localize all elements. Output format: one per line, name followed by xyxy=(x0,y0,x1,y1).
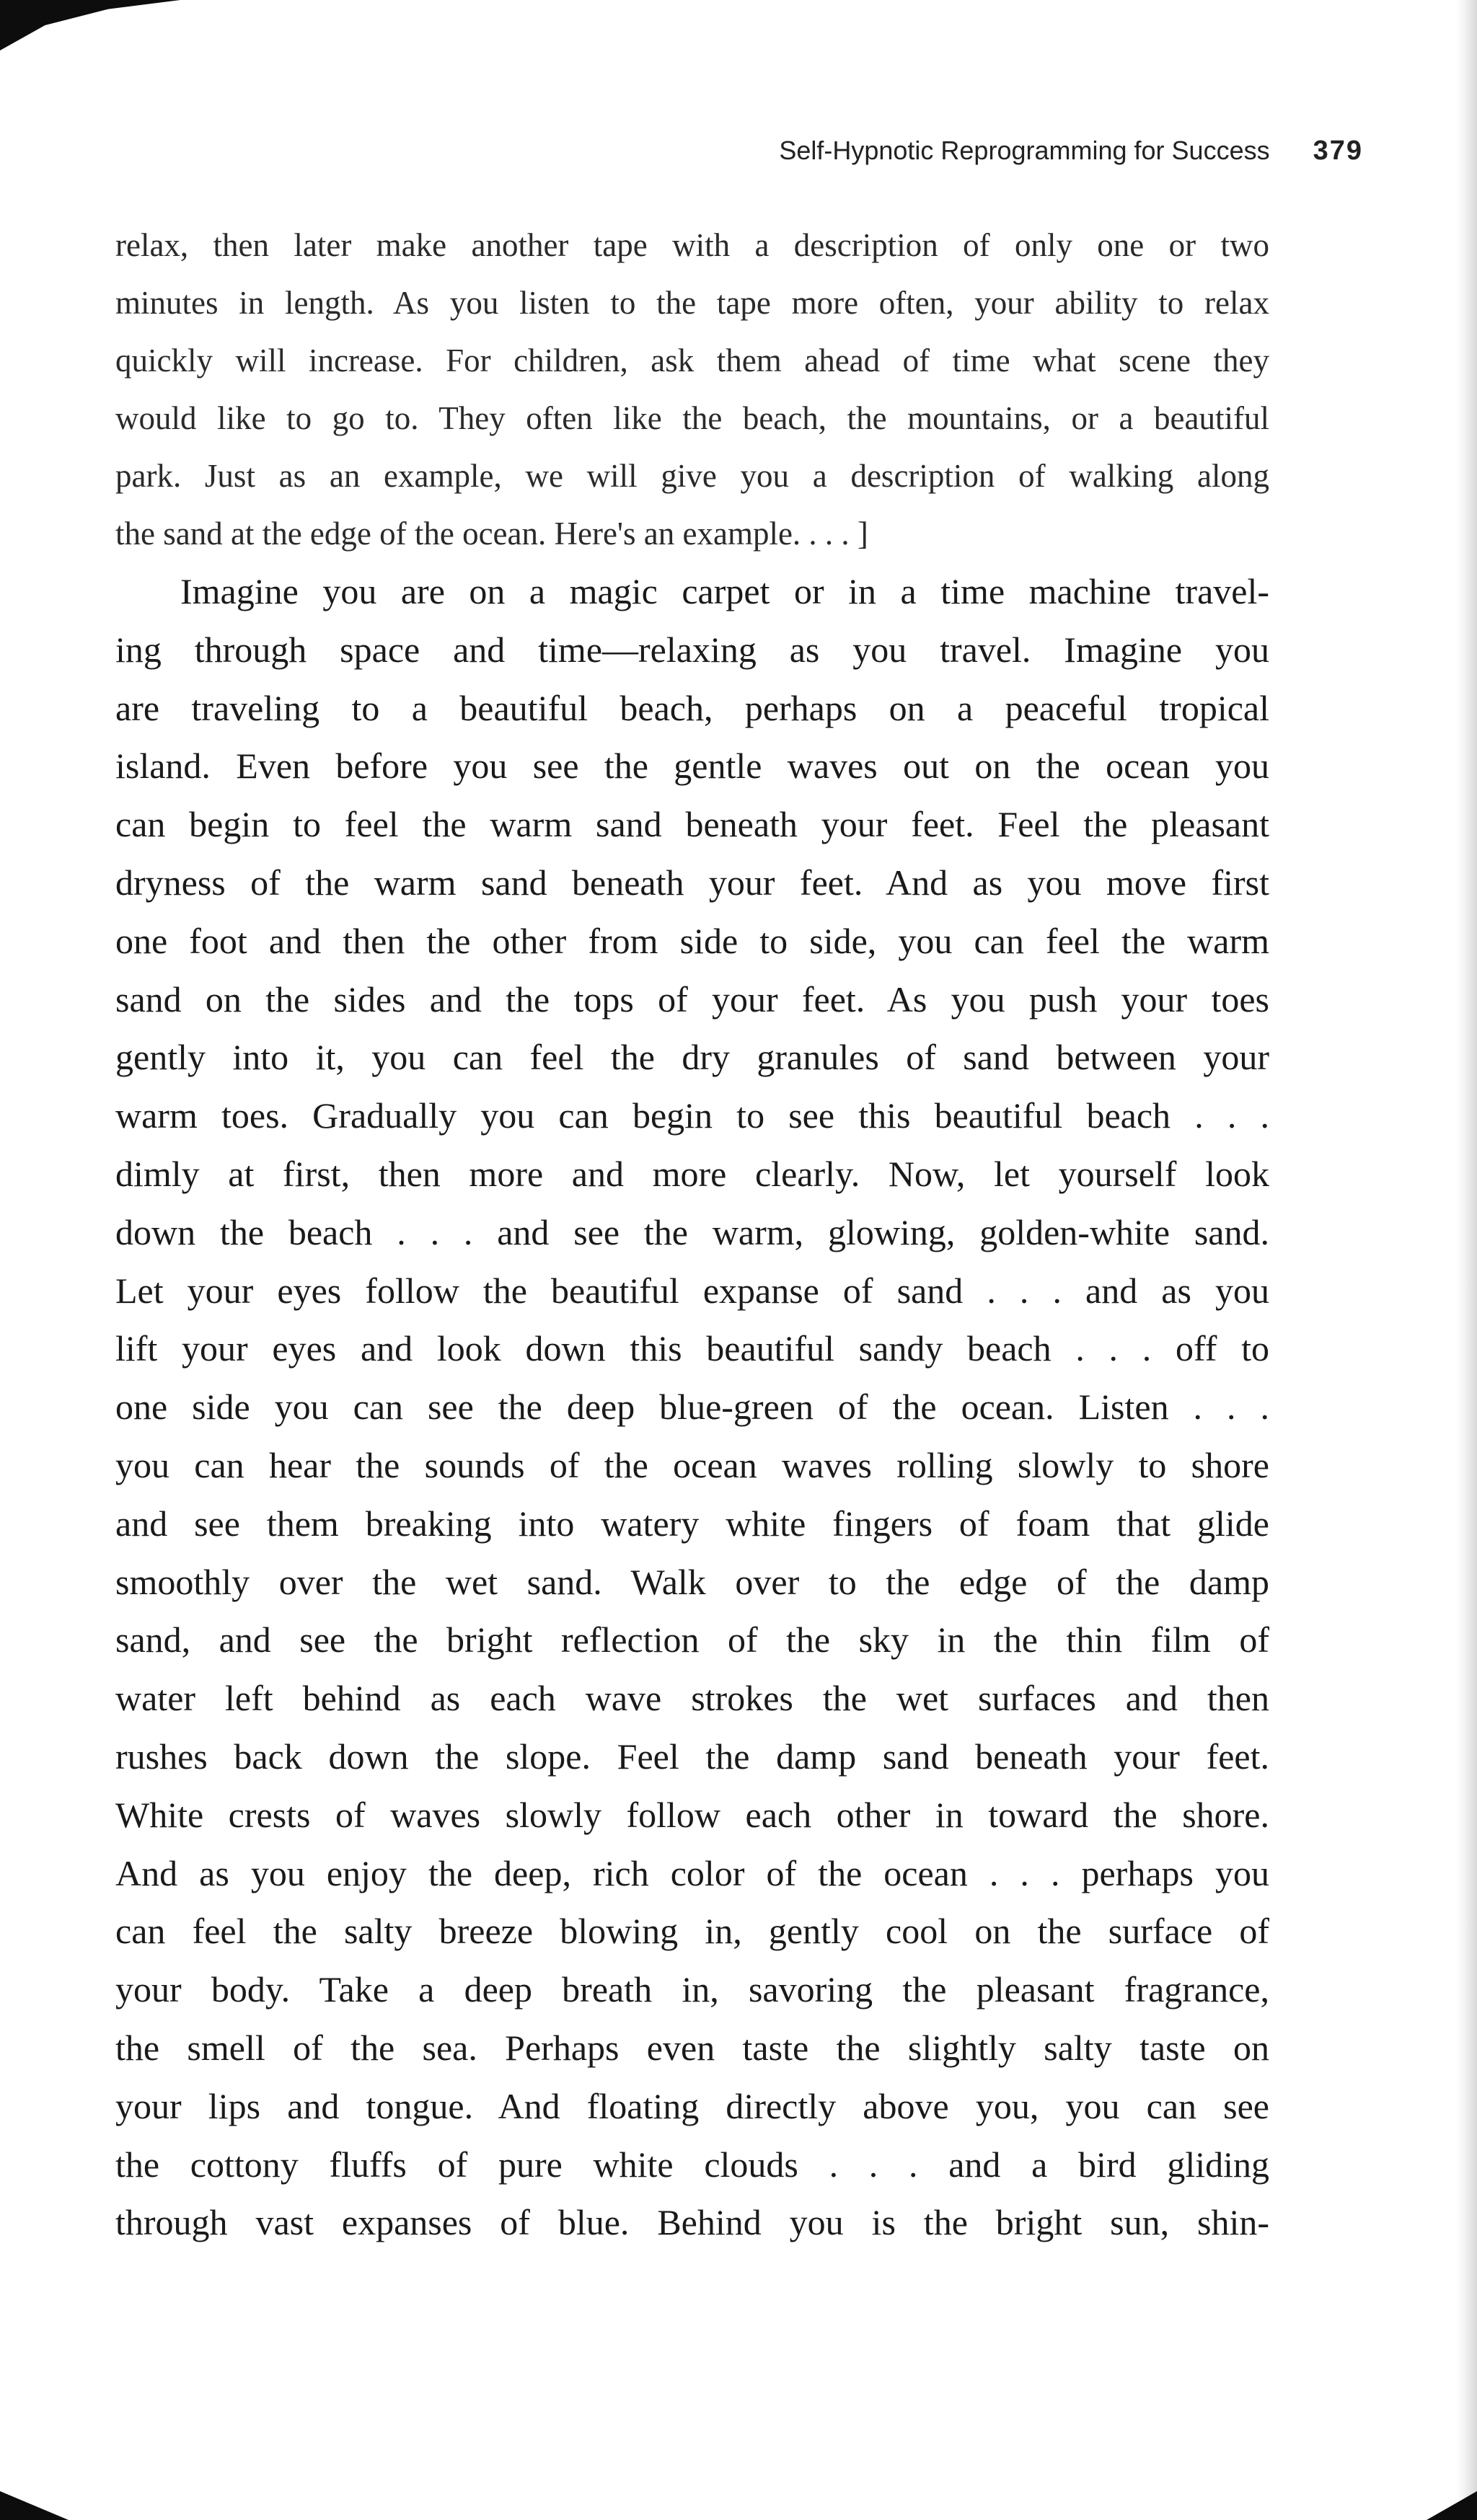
text-line: warm toes. Gradually you can begin to see this beautiful beach . . . xyxy=(115,1095,1269,1136)
scan-shadow-bottom-right xyxy=(1427,2491,1477,2520)
scan-shadow-top-left xyxy=(0,0,180,50)
page-header xyxy=(0,136,1363,167)
text-line: smoothly over the wet sand. Walk over to the edge of the damp xyxy=(115,1561,1269,1602)
text-line: sand on the sides and the tops of your feet. As you push your toes xyxy=(115,978,1269,1020)
text-line: ing through space and time—relaxing as you travel. Imagine you xyxy=(115,629,1269,670)
page-body xyxy=(115,216,1269,2252)
text-line: and see them breaking into watery white fingers of foam that glide xyxy=(115,1503,1269,1544)
text-line: park. Just as an example, we will give you a description of walking along xyxy=(115,458,1269,494)
text-line: are traveling to a beautiful beach, perhaps on a peaceful tropical xyxy=(115,687,1269,728)
text-line: one side you can see the deep blue-green of the ocean. Listen . . . xyxy=(115,1387,1269,1428)
text-line: water left behind as each wave strokes the wet surfaces and then xyxy=(115,1678,1269,1719)
text-line: gently into it, you can feel the dry granules of sand between your xyxy=(115,1037,1269,1078)
page-number: 379 xyxy=(1313,136,1363,166)
text-line: And as you enjoy the deep, rich color of the ocean . . . perhaps you xyxy=(115,1852,1269,1893)
text-line: Let your eyes follow the beautiful expanse of sand . . . and as you xyxy=(115,1270,1269,1311)
text-line: can begin to feel the warm sand beneath your feet. Feel the pleasant xyxy=(115,804,1269,845)
text-line: Imagine you are on a magic carpet or in a time machine travel- xyxy=(180,571,1269,611)
text-line: the sand at the edge of the ocean. Here's an example. . . . ] xyxy=(115,516,868,552)
text-line: minutes in length. As you listen to the tape more often, your ability to relax xyxy=(115,285,1269,321)
text-line: sand, and see the bright reflection of the sky in the thin film of xyxy=(115,1619,1269,1661)
text-line: you can hear the sounds of the ocean waves rolling slowly to shore xyxy=(115,1444,1269,1485)
text-line: the cottony fluffs of pure white clouds . . . and a bird gliding xyxy=(115,2144,1269,2185)
text-line: island. Even before you see the gentle waves out on the ocean you xyxy=(115,746,1269,787)
running-title: Self-Hypnotic Reprogramming for Success xyxy=(779,136,1270,165)
text-line: the smell of the sea. Perhaps even taste the slightly salty taste on xyxy=(115,2027,1269,2068)
text-line: through vast expanses of blue. Behind you is the bright sun, shin- xyxy=(115,2202,1269,2243)
text-line: White crests of waves slowly follow each other in toward the shore. xyxy=(115,1794,1269,1835)
text-line: down the beach . . . and see the warm, glowing, golden-white sand. xyxy=(115,1211,1269,1252)
text-line: relax, then later make another tape with a description of only one or two xyxy=(115,227,1269,263)
text-line: would like to go to. They often like the beach, the mountains, or a beautiful xyxy=(115,400,1269,436)
text-line: your body. Take a deep breath in, savoring the pleasant fragrance, xyxy=(115,1969,1269,2010)
text-line: dryness of the warm sand beneath your feet. And as you move first xyxy=(115,862,1269,903)
scan-shadow-right-edge xyxy=(1455,0,1477,2520)
text-line: your lips and tongue. And floating directly above you, you can see xyxy=(115,2085,1269,2126)
bracketed-note-paragraph xyxy=(115,216,1269,562)
text-line: can feel the salty breeze blowing in, gently cool on the surface of xyxy=(115,1911,1269,1952)
text-line: lift your eyes and look down this beautiful sandy beach . . . off to xyxy=(115,1328,1269,1369)
text-line: quickly will increase. For children, ask them ahead of time what scene they xyxy=(115,342,1269,379)
scan-shadow-bottom-left xyxy=(0,2491,69,2520)
text-line: rushes back down the slope. Feel the damp sand beneath your feet. xyxy=(115,1736,1269,1777)
text-line: dimly at first, then more and more clearly. Now, let yourself look xyxy=(115,1153,1269,1194)
script-paragraph xyxy=(115,562,1269,2252)
text-line: one foot and then the other from side to side, you can feel the warm xyxy=(115,920,1269,961)
